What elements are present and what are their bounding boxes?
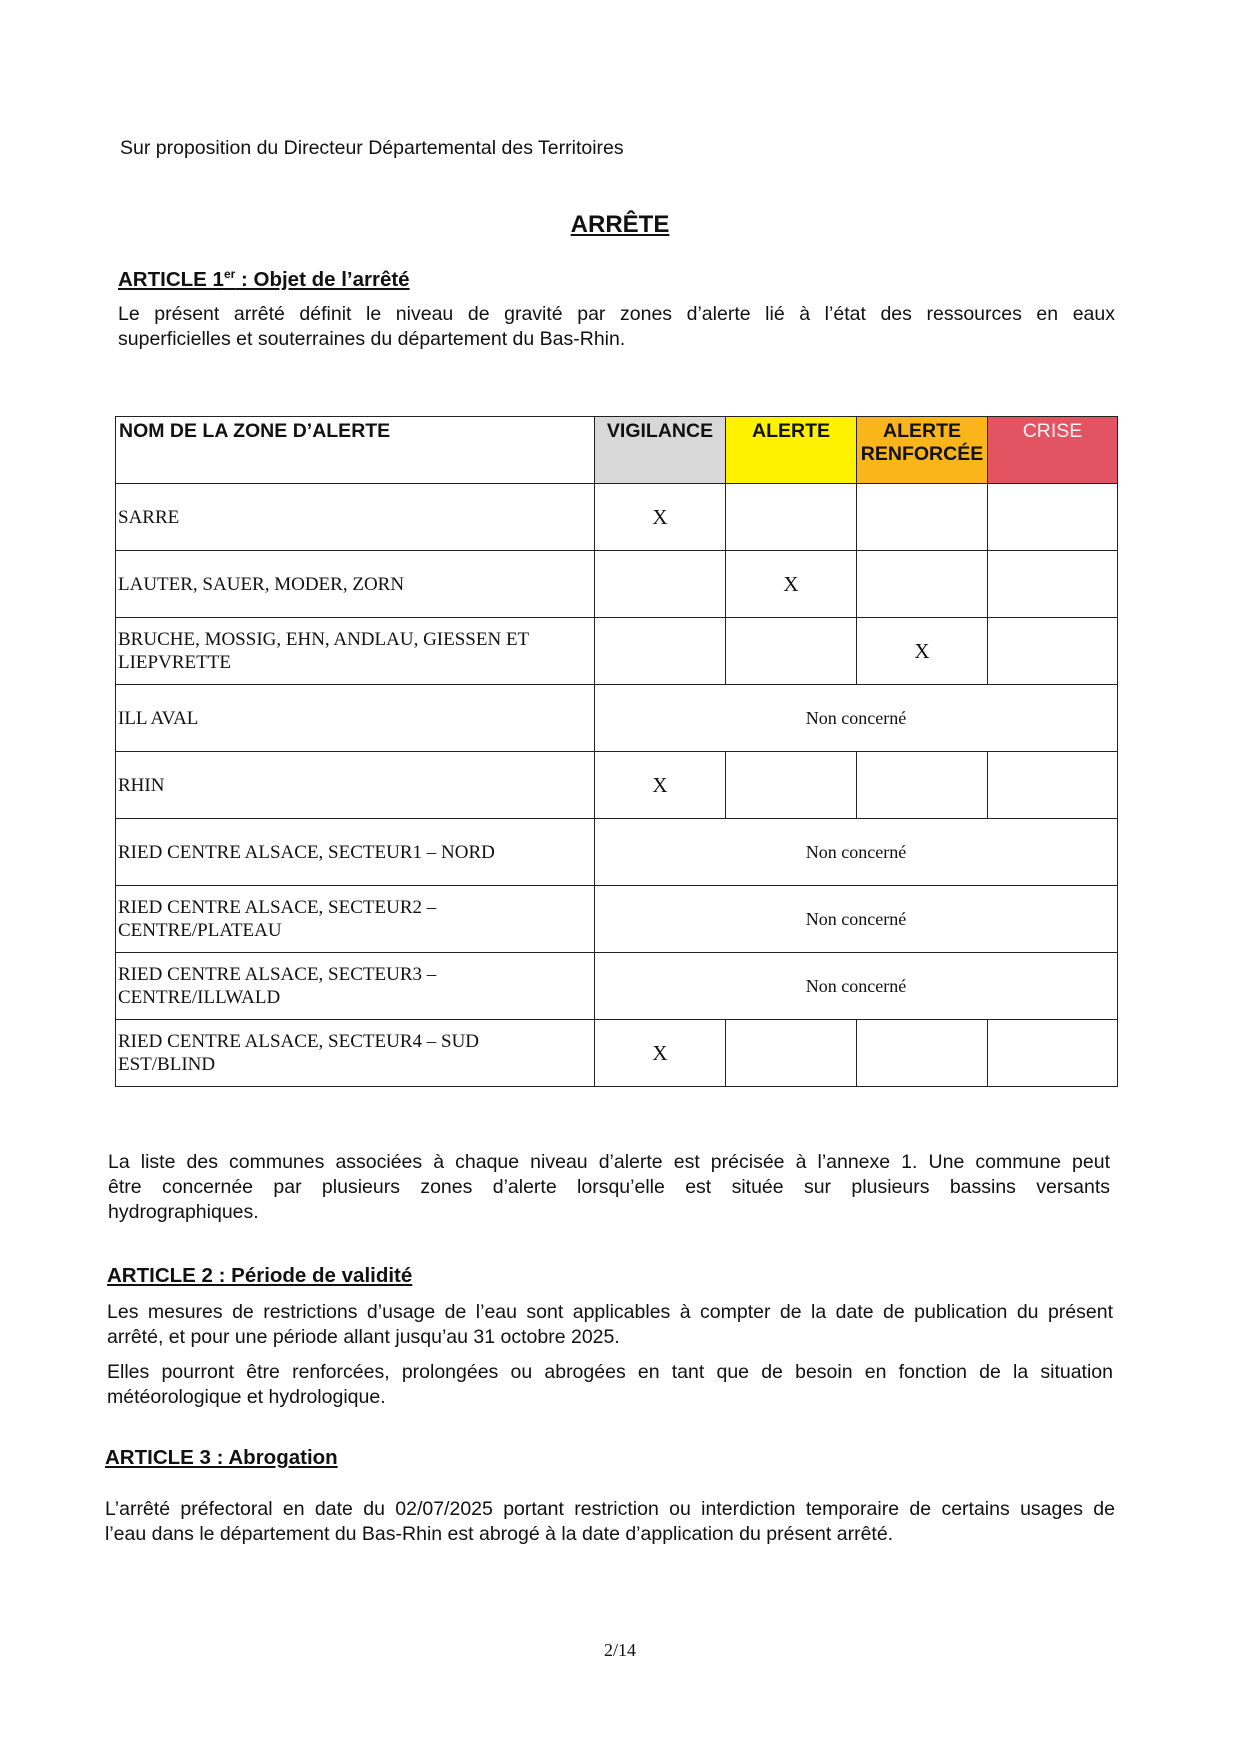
level-cell-alerte-renforcee — [857, 551, 988, 618]
communes-note — [108, 1150, 1110, 1225]
table-body — [116, 484, 1118, 1087]
article-1-heading — [118, 267, 410, 292]
article-1-text — [118, 302, 1115, 352]
alert-zones-table — [115, 416, 1118, 1087]
table-row — [116, 819, 1118, 886]
intro-line: Sur proposition du Directeur Départemental des Territoires — [120, 137, 624, 159]
level-cell-vigilance — [595, 551, 726, 618]
zone-name-line-1: SARRE — [118, 506, 180, 528]
table-row — [116, 1020, 1118, 1087]
article-2-p2-line-1: Elles pourront être renforcées, prolongées ou abrogées en tant que de besoin en fonction de la situation — [107, 1361, 1113, 1383]
zone-name-cell — [116, 819, 595, 886]
article-2-p1-line-2: arrêté, et pour une période allant jusqu’au 31 octobre 2025. — [107, 1326, 620, 1348]
article-3-line-1: L’arrêté préfectoral en date du 02/07/2025 portant restriction ou interdiction temporaire de certains usages de — [105, 1498, 1115, 1520]
header-alerte-renforcee-line-1: ALERTE — [883, 420, 961, 442]
header-crise: CRISE — [988, 417, 1118, 484]
level-cell-alerte — [726, 618, 857, 685]
zone-name-cell — [116, 618, 595, 685]
zone-name-line-2: EST/BLIND — [118, 1054, 216, 1075]
table-row — [116, 484, 1118, 551]
zone-name-cell — [116, 1020, 595, 1087]
article-2-paragraph-1 — [107, 1300, 1113, 1350]
table-row — [116, 551, 1118, 618]
level-cell-crise — [988, 1020, 1118, 1087]
article-2-p1-line-1: Les mesures de restrictions d’usage de l’eau sont applicables à compter de la date de publication du présent — [107, 1301, 1113, 1323]
zone-name-cell — [116, 953, 595, 1020]
table-row — [116, 953, 1118, 1020]
zone-name-line-1: RHIN — [118, 774, 165, 796]
level-cell-crise — [988, 618, 1118, 685]
level-cell-crise — [988, 551, 1118, 618]
zone-name-line-2: CENTRE/PLATEAU — [118, 920, 282, 941]
header-alerte-renforcee — [857, 417, 988, 484]
level-cell-alerte-renforcee: X — [857, 618, 988, 685]
zone-name-cell — [116, 752, 595, 819]
level-cell-alerte — [726, 484, 857, 551]
table-row — [116, 618, 1118, 685]
zone-name-line-2: LIEPVRETTE — [118, 652, 231, 673]
level-cell-alerte-renforcee — [857, 1020, 988, 1087]
level-cell-vigilance: X — [595, 752, 726, 819]
article-1-line-1: Le présent arrêté définit le niveau de gravité par zones d’alerte lié à l’état des ressources en eaux — [118, 303, 1115, 325]
article-3-line-2: l’eau dans le département du Bas-Rhin est abrogé à la date d’application du présent arrêté. — [105, 1523, 894, 1545]
header-alerte-renforcee-line-2: RENFORCÉE — [860, 443, 984, 465]
header-alerte: ALERTE — [726, 417, 857, 484]
level-cell-alerte: X — [726, 551, 857, 618]
zone-name-cell — [116, 551, 595, 618]
page-number: 2/14 — [603, 1640, 636, 1660]
level-cell-vigilance: X — [595, 1020, 726, 1087]
zone-name-cell — [116, 886, 595, 953]
table-row — [116, 886, 1118, 953]
level-cell-crise — [988, 484, 1118, 551]
zone-name-line-1: RIED CENTRE ALSACE, SECTEUR1 – NORD — [118, 841, 495, 863]
level-cell-alerte-renforcee — [857, 752, 988, 819]
article-2-heading: ARTICLE 2 : Période de validité — [107, 1264, 413, 1287]
non-concerne-cell: Non concerné — [595, 819, 1118, 886]
article-1-line-2: superficielles et souterraines du département du Bas-Rhin. — [118, 328, 626, 350]
zone-name-cell — [116, 484, 595, 551]
level-cell-alerte — [726, 1020, 857, 1087]
non-concerne-cell: Non concerné — [595, 685, 1118, 752]
article-1-heading-rest: : Objet de l’arrêté — [235, 267, 410, 291]
header-zone: NOM DE LA ZONE D’ALERTE — [116, 417, 595, 484]
zone-name-line-1: RIED CENTRE ALSACE, SECTEUR2 – — [118, 897, 437, 918]
article-3-heading: ARTICLE 3 : Abrogation — [105, 1446, 338, 1469]
zone-name-line-1: RIED CENTRE ALSACE, SECTEUR3 – — [118, 964, 437, 985]
zone-name-line-2: CENTRE/ILLWALD — [118, 987, 281, 1008]
table-header-row — [116, 417, 1118, 484]
header-vigilance: VIGILANCE — [595, 417, 726, 484]
level-cell-vigilance — [595, 618, 726, 685]
non-concerne-cell: Non concerné — [595, 886, 1118, 953]
zone-name-cell — [116, 685, 595, 752]
table-row — [116, 685, 1118, 752]
article-1-heading-sup: er — [223, 267, 236, 281]
communes-note-line-1: La liste des communes associées à chaque niveau d’alerte est précisée à l’annexe 1. Une commune peut — [108, 1151, 1110, 1173]
article-2-paragraph-2 — [107, 1360, 1113, 1410]
level-cell-crise — [988, 752, 1118, 819]
table-row — [116, 752, 1118, 819]
communes-note-line-2: être concernée par plusieurs zones d’alerte lorsqu’elle est située sur plusieurs bassins versants — [108, 1176, 1110, 1198]
article-3-text — [105, 1497, 1115, 1547]
zone-name-line-1: ILL AVAL — [118, 707, 199, 729]
zone-name-line-1: BRUCHE, MOSSIG, EHN, ANDLAU, GIESSEN ET — [118, 629, 530, 650]
level-cell-alerte — [726, 752, 857, 819]
article-2-p2-line-2: météorologique et hydrologique. — [107, 1386, 386, 1408]
level-cell-vigilance: X — [595, 484, 726, 551]
zone-name-line-1: RIED CENTRE ALSACE, SECTEUR4 – SUD — [118, 1031, 480, 1052]
level-cell-alerte-renforcee — [857, 484, 988, 551]
article-1-heading-prefix: ARTICLE 1 — [118, 267, 224, 291]
non-concerne-cell: Non concerné — [595, 953, 1118, 1020]
communes-note-line-3: hydrographiques. — [108, 1201, 259, 1223]
page-title: ARRÊTE — [570, 211, 670, 238]
zone-name-line-1: LAUTER, SAUER, MODER, ZORN — [118, 573, 405, 595]
